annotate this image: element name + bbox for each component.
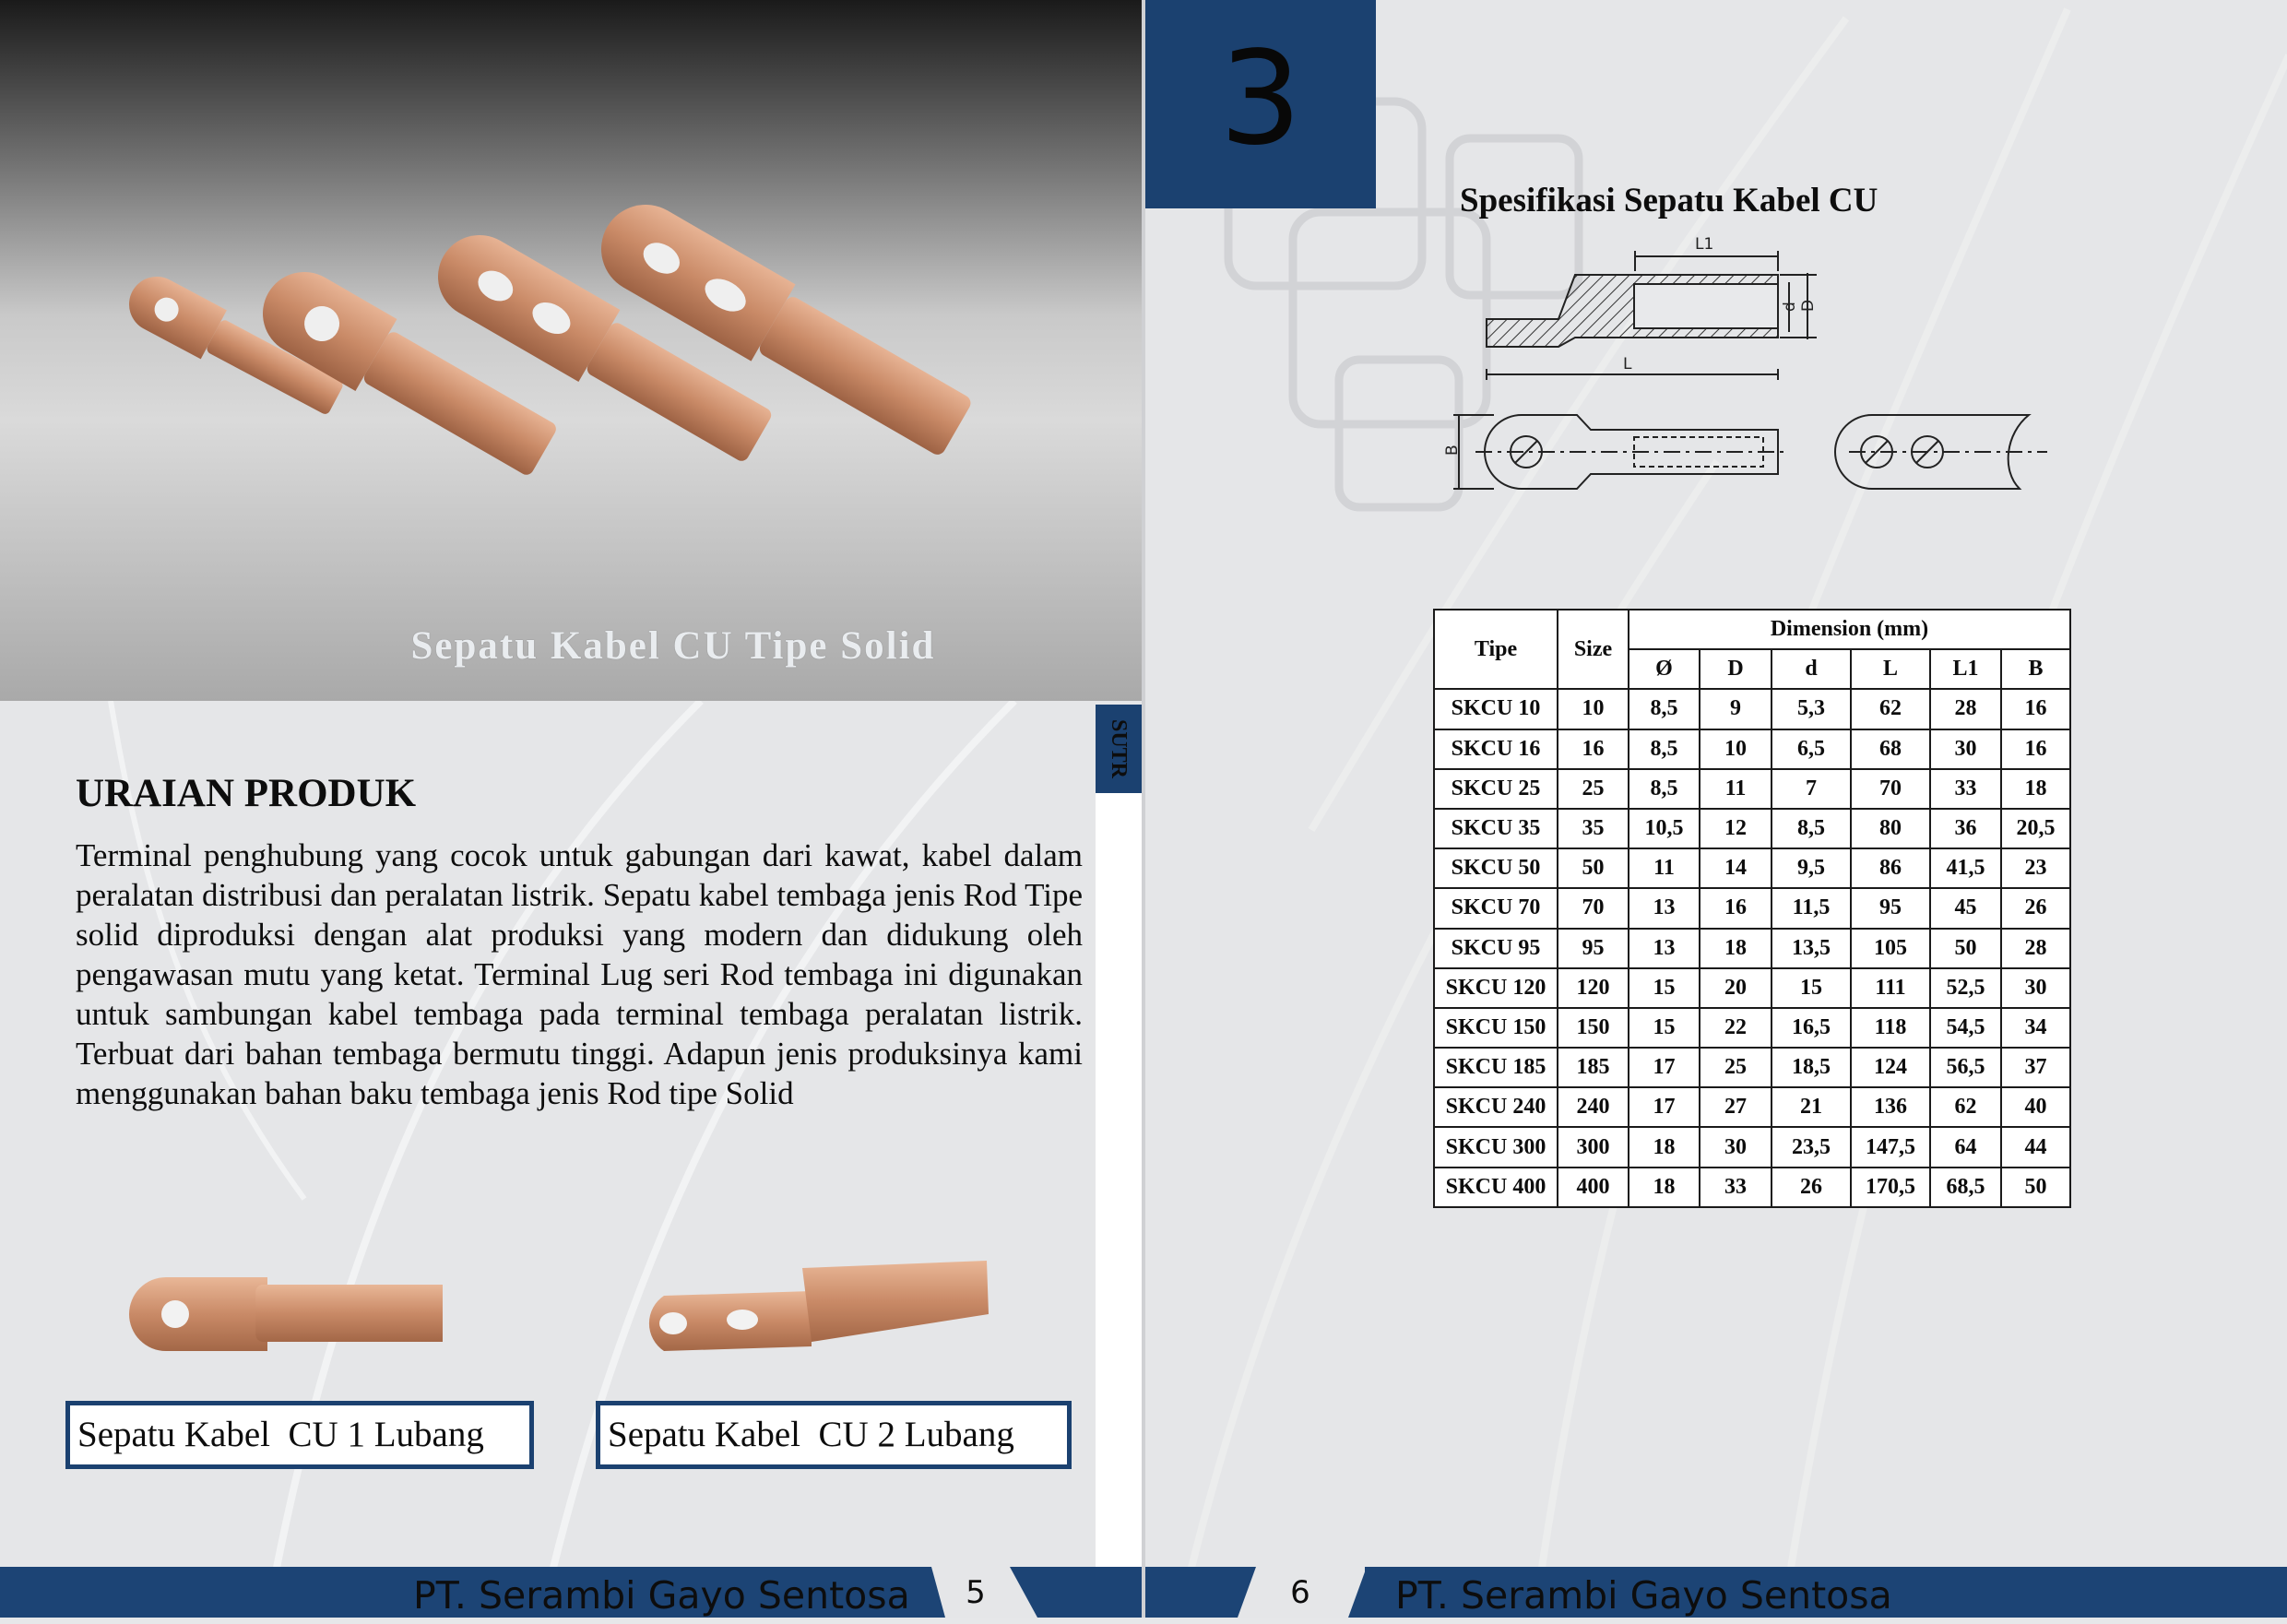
table-row: [1434, 1168, 2070, 1207]
cell-dimension: 20: [1700, 968, 1772, 1008]
cell-dimension: 70: [1851, 769, 1930, 809]
cell-dimension: 95: [1851, 888, 1930, 928]
cell-dimension: 118: [1851, 1008, 1930, 1048]
cell-dimension: 40: [2001, 1087, 2070, 1127]
cell-dimension: 13: [1629, 929, 1700, 968]
cell-dimension: 54,5: [1930, 1008, 2001, 1048]
cell-dimension: 56,5: [1930, 1048, 2001, 1087]
table-row: [1434, 729, 2070, 769]
cell-size: 35: [1558, 809, 1629, 848]
cell-dimension: 11: [1700, 769, 1772, 809]
cell-tipe: SKCU 35: [1434, 809, 1558, 848]
cell-dimension: 124: [1851, 1048, 1930, 1087]
cell-dimension: 36: [1930, 809, 2001, 848]
table-row: [1434, 888, 2070, 928]
cell-tipe: SKCU 120: [1434, 968, 1558, 1008]
cell-dimension: 18: [2001, 769, 2070, 809]
cell-size: 400: [1558, 1168, 1629, 1207]
cell-dimension: 11,5: [1772, 888, 1851, 928]
cell-dimension: 33: [1930, 769, 2001, 809]
cell-size: 300: [1558, 1127, 1629, 1167]
footer-notch-left: [913, 1567, 1144, 1618]
table-row: [1434, 1087, 2070, 1127]
cell-tipe: SKCU 150: [1434, 1008, 1558, 1048]
margin-strip: [1096, 793, 1142, 1568]
cell-dimension: 10: [1700, 729, 1772, 769]
cell-dimension: 16: [2001, 689, 2070, 729]
page-number-right: 6: [1290, 1574, 1310, 1611]
cell-tipe: SKCU 95: [1434, 929, 1558, 968]
col-header-dim: Ø: [1629, 649, 1700, 689]
cell-dimension: 12: [1700, 809, 1772, 848]
cell-dimension: 5,3: [1772, 689, 1851, 729]
cell-dimension: 18: [1629, 1127, 1700, 1167]
cell-dimension: 16: [2001, 729, 2070, 769]
cell-dimension: 7: [1772, 769, 1851, 809]
cell-size: 16: [1558, 729, 1629, 769]
cell-dimension: 68: [1851, 729, 1930, 769]
cell-dimension: 25: [1700, 1048, 1772, 1087]
label-d-big: D: [1799, 299, 1818, 312]
product-description: Terminal penghubung yang cocok untuk gabungan dari kawat, kabel dalam peralatan distribusi dan peralatan listrik. Sepatu kabel tembaga jenis Rod Tipe solid diproduksi dengan alat produksi yang modern dan didukung oleh pengawasan mutu yang ketat. Terminal Lug seri Rod tembaga ini digunakan untuk sambungan kabel tembaga pada terminal tembaga peralatan listrik. Terbuat dari bahan tembaga bermutu tinggi. Adapun jenis produksinya kami menggunakan bahan baku tembaga jenis Rod tipe Solid: [76, 837, 1083, 1111]
cell-tipe: SKCU 25: [1434, 769, 1558, 809]
section-title: URAIAN PRODUK: [76, 772, 417, 815]
cell-tipe: SKCU 185: [1434, 1048, 1558, 1087]
cell-dimension: 33: [1700, 1168, 1772, 1207]
cell-dimension: 16: [1700, 888, 1772, 928]
cell-dimension: 14: [1700, 848, 1772, 888]
cell-dimension: 28: [1930, 689, 2001, 729]
cell-tipe: SKCU 10: [1434, 689, 1558, 729]
table-row: [1434, 929, 2070, 968]
cell-size: 70: [1558, 888, 1629, 928]
cell-dimension: 147,5: [1851, 1127, 1930, 1167]
cell-dimension: 170,5: [1851, 1168, 1930, 1207]
cell-size: 150: [1558, 1008, 1629, 1048]
cell-dimension: 30: [1930, 729, 2001, 769]
hero-caption: Sepatu Kabel CU Tipe Solid: [410, 624, 936, 668]
cell-dimension: 15: [1629, 968, 1700, 1008]
table-row: [1434, 848, 2070, 888]
col-header-dim: D: [1700, 649, 1772, 689]
table-row: [1434, 769, 2070, 809]
col-header-dim: L: [1851, 649, 1930, 689]
cell-dimension: 50: [2001, 1168, 2070, 1207]
col-header-dim: L1: [1930, 649, 2001, 689]
cell-dimension: 45: [1930, 888, 2001, 928]
cell-dimension: 6,5: [1772, 729, 1851, 769]
lug-two-hole-photo: [627, 1259, 996, 1360]
col-header-tipe: Tipe: [1434, 610, 1558, 689]
footer-notch-right: [1145, 1567, 1376, 1618]
table-row: [1434, 1008, 2070, 1048]
cell-size: 10: [1558, 689, 1629, 729]
cell-dimension: 28: [2001, 929, 2070, 968]
cell-dimension: 18,5: [1772, 1048, 1851, 1087]
cell-tipe: SKCU 300: [1434, 1127, 1558, 1167]
cell-dimension: 105: [1851, 929, 1930, 968]
cell-tipe: SKCU 50: [1434, 848, 1558, 888]
col-header-dimension: Dimension (mm): [1629, 610, 2070, 649]
cell-dimension: 9: [1700, 689, 1772, 729]
cell-dimension: 13: [1629, 888, 1700, 928]
cell-size: 50: [1558, 848, 1629, 888]
table-row: [1434, 689, 2070, 729]
cell-dimension: 15: [1772, 968, 1851, 1008]
cell-size: 240: [1558, 1087, 1629, 1127]
label-l: L: [1623, 355, 1632, 373]
col-header-dim: B: [2001, 649, 2070, 689]
cell-dimension: 62: [1930, 1087, 2001, 1127]
chapter-number: 3: [1219, 24, 1302, 174]
copper-lugs-photo: [0, 0, 1144, 701]
spec-table-body: [1434, 689, 2070, 1206]
side-tab: [1096, 705, 1142, 793]
cell-dimension: 8,5: [1772, 809, 1851, 848]
spec-table: [1433, 609, 2071, 1208]
col-header-dim: d: [1772, 649, 1851, 689]
cell-tipe: SKCU 70: [1434, 888, 1558, 928]
cell-dimension: 30: [2001, 968, 2070, 1008]
cell-dimension: 18: [1629, 1168, 1700, 1207]
col-header-size: Size: [1558, 610, 1629, 689]
cell-dimension: 80: [1851, 809, 1930, 848]
hero-banner: [0, 0, 1144, 701]
cell-dimension: 17: [1629, 1048, 1700, 1087]
cell-dimension: 22: [1700, 1008, 1772, 1048]
cell-dimension: 64: [1930, 1127, 2001, 1167]
cell-dimension: 20,5: [2001, 809, 2070, 848]
label-d-small: d: [1781, 302, 1799, 312]
cell-dimension: 62: [1851, 689, 1930, 729]
cell-dimension: 21: [1772, 1087, 1851, 1127]
cell-size: 120: [1558, 968, 1629, 1008]
cell-dimension: 27: [1700, 1087, 1772, 1127]
cell-dimension: 8,5: [1629, 729, 1700, 769]
cell-size: 95: [1558, 929, 1629, 968]
cell-dimension: 23,5: [1772, 1127, 1851, 1167]
table-row: [1434, 1127, 2070, 1167]
cell-dimension: 13,5: [1772, 929, 1851, 968]
table-row: [1434, 1048, 2070, 1087]
label-b: B: [1443, 445, 1462, 456]
cell-dimension: 18: [1700, 929, 1772, 968]
cell-dimension: 68,5: [1930, 1168, 2001, 1207]
cell-dimension: 30: [1700, 1127, 1772, 1167]
cell-dimension: 44: [2001, 1127, 2070, 1167]
cell-dimension: 10,5: [1629, 809, 1700, 848]
lug-one-hole-photo: [129, 1259, 443, 1360]
lug-technical-drawing: [1439, 231, 2066, 516]
cell-dimension: 34: [2001, 1008, 2070, 1048]
cell-dimension: 11: [1629, 848, 1700, 888]
cell-dimension: 37: [2001, 1048, 2070, 1087]
table-row: [1434, 968, 2070, 1008]
caption-two-hole: Sepatu Kabel CU 2 Lubang: [596, 1401, 1072, 1469]
cell-tipe: SKCU 16: [1434, 729, 1558, 769]
cell-dimension: 50: [1930, 929, 2001, 968]
table-row: [1434, 809, 2070, 848]
cell-dimension: 136: [1851, 1087, 1930, 1127]
cell-dimension: 8,5: [1629, 689, 1700, 729]
footer-company-right: PT. Serambi Gayo Sentosa: [1395, 1573, 1892, 1618]
cell-dimension: 26: [2001, 888, 2070, 928]
label-l1: L1: [1695, 235, 1714, 254]
cell-dimension: 111: [1851, 968, 1930, 1008]
cell-dimension: 23: [2001, 848, 2070, 888]
spec-title: Spesifikasi Sepatu Kabel CU: [1460, 182, 1878, 219]
cell-dimension: 9,5: [1772, 848, 1851, 888]
page-number-left: 5: [966, 1574, 986, 1611]
cell-tipe: SKCU 400: [1434, 1168, 1558, 1207]
cell-dimension: 16,5: [1772, 1008, 1851, 1048]
cell-dimension: 52,5: [1930, 968, 2001, 1008]
cell-size: 25: [1558, 769, 1629, 809]
cell-dimension: 15: [1629, 1008, 1700, 1048]
cell-dimension: 8,5: [1629, 769, 1700, 809]
footer-company-left: PT. Serambi Gayo Sentosa: [413, 1573, 910, 1618]
side-tab-label: SUTR: [1107, 718, 1131, 779]
cell-dimension: 86: [1851, 848, 1930, 888]
cell-dimension: 41,5: [1930, 848, 2001, 888]
cell-dimension: 26: [1772, 1168, 1851, 1207]
cell-tipe: SKCU 240: [1434, 1087, 1558, 1127]
caption-one-hole: Sepatu Kabel CU 1 Lubang: [65, 1401, 534, 1469]
cell-size: 185: [1558, 1048, 1629, 1087]
cell-dimension: 17: [1629, 1087, 1700, 1127]
